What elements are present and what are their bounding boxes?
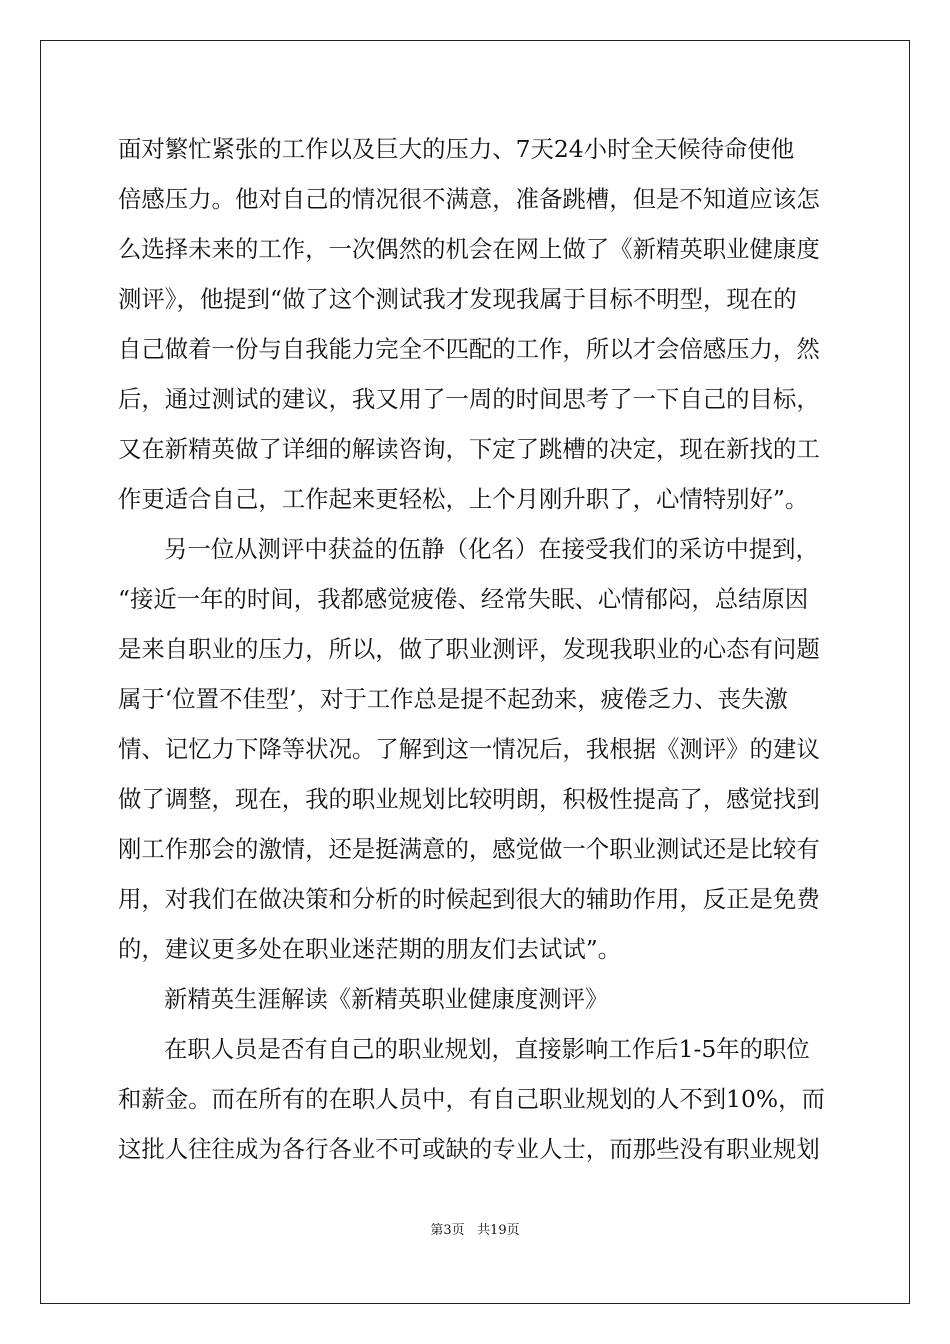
text-line: 这批人往往成为各行各业不可或缺的专业人士，而那些没有职业规划 xyxy=(118,1135,820,1163)
text-line: “接近一年的时间，我都感觉疲倦、经常失眠、心情郁闷，总结原因 xyxy=(118,585,809,613)
text-line: 和薪金。而在所有的在职人员中，有自己职业规划的人不到10%，而 xyxy=(118,1085,825,1113)
page-number-footer: 第3页 共19页 xyxy=(430,1223,520,1238)
text-line: 是来自职业的压力，所以，做了职业测评，发现我职业的心态有问题 xyxy=(118,635,820,663)
paragraph-first-line: 另一位从测评中获益的伍静（化名）在接受我们的采访中提到， xyxy=(164,535,819,563)
text-line: 么选择未来的工作，一次偶然的机会在网上做了《新精英职业健康度 xyxy=(118,235,820,263)
text-line: 做了调整，现在，我的职业规划比较明朗，积极性提高了，感觉找到 xyxy=(118,785,820,813)
text-line: 倍感压力。他对自己的情况很不满意，准备跳槽，但是不知道应该怎 xyxy=(118,185,820,213)
text-line: 的，建议更多处在职业迷茫期的朋友们去试试”。 xyxy=(118,935,622,963)
text-line: 情、记忆力下降等状况。了解到这一情况后，我根据《测评》的建议 xyxy=(118,735,820,763)
text-line: 后，通过测试的建议，我又用了一周的时间思考了一下自己的目标， xyxy=(118,385,820,413)
text-line: 作更适合自己，工作起来更轻松，上个月刚升职了，心情特别好”。 xyxy=(118,485,809,513)
text-line: 属于‘位置不佳型’，对于工作总是提不起劲来，疲倦乏力、丧失激 xyxy=(118,685,788,713)
text-line: 自己做着一份与自我能力完全不匹配的工作，所以才会倍感压力，然 xyxy=(118,335,820,363)
text-line: 用，对我们在做决策和分析的时候起到很大的辅助作用，反正是免费 xyxy=(118,885,820,913)
text-line: 面对繁忙紧张的工作以及巨大的压力、7天24小时全天候待命使他 xyxy=(118,135,795,163)
paragraph-first-line: 在职人员是否有自己的职业规划，直接影响工作后1-5年的职位 xyxy=(164,1035,810,1063)
text-line: 又在新精英做了详细的解读咨询，下定了跳槽的决定，现在新找的工 xyxy=(118,435,820,463)
section-heading: 新精英生涯解读《新精英职业健康度测评》 xyxy=(164,985,609,1013)
text-line: 刚工作那会的激情，还是挺满意的，感觉做一个职业测试还是比较有 xyxy=(118,835,820,863)
text-line: 测评》，他提到“做了这个测试我才发现我属于目标不明型，现在的 xyxy=(118,285,797,313)
